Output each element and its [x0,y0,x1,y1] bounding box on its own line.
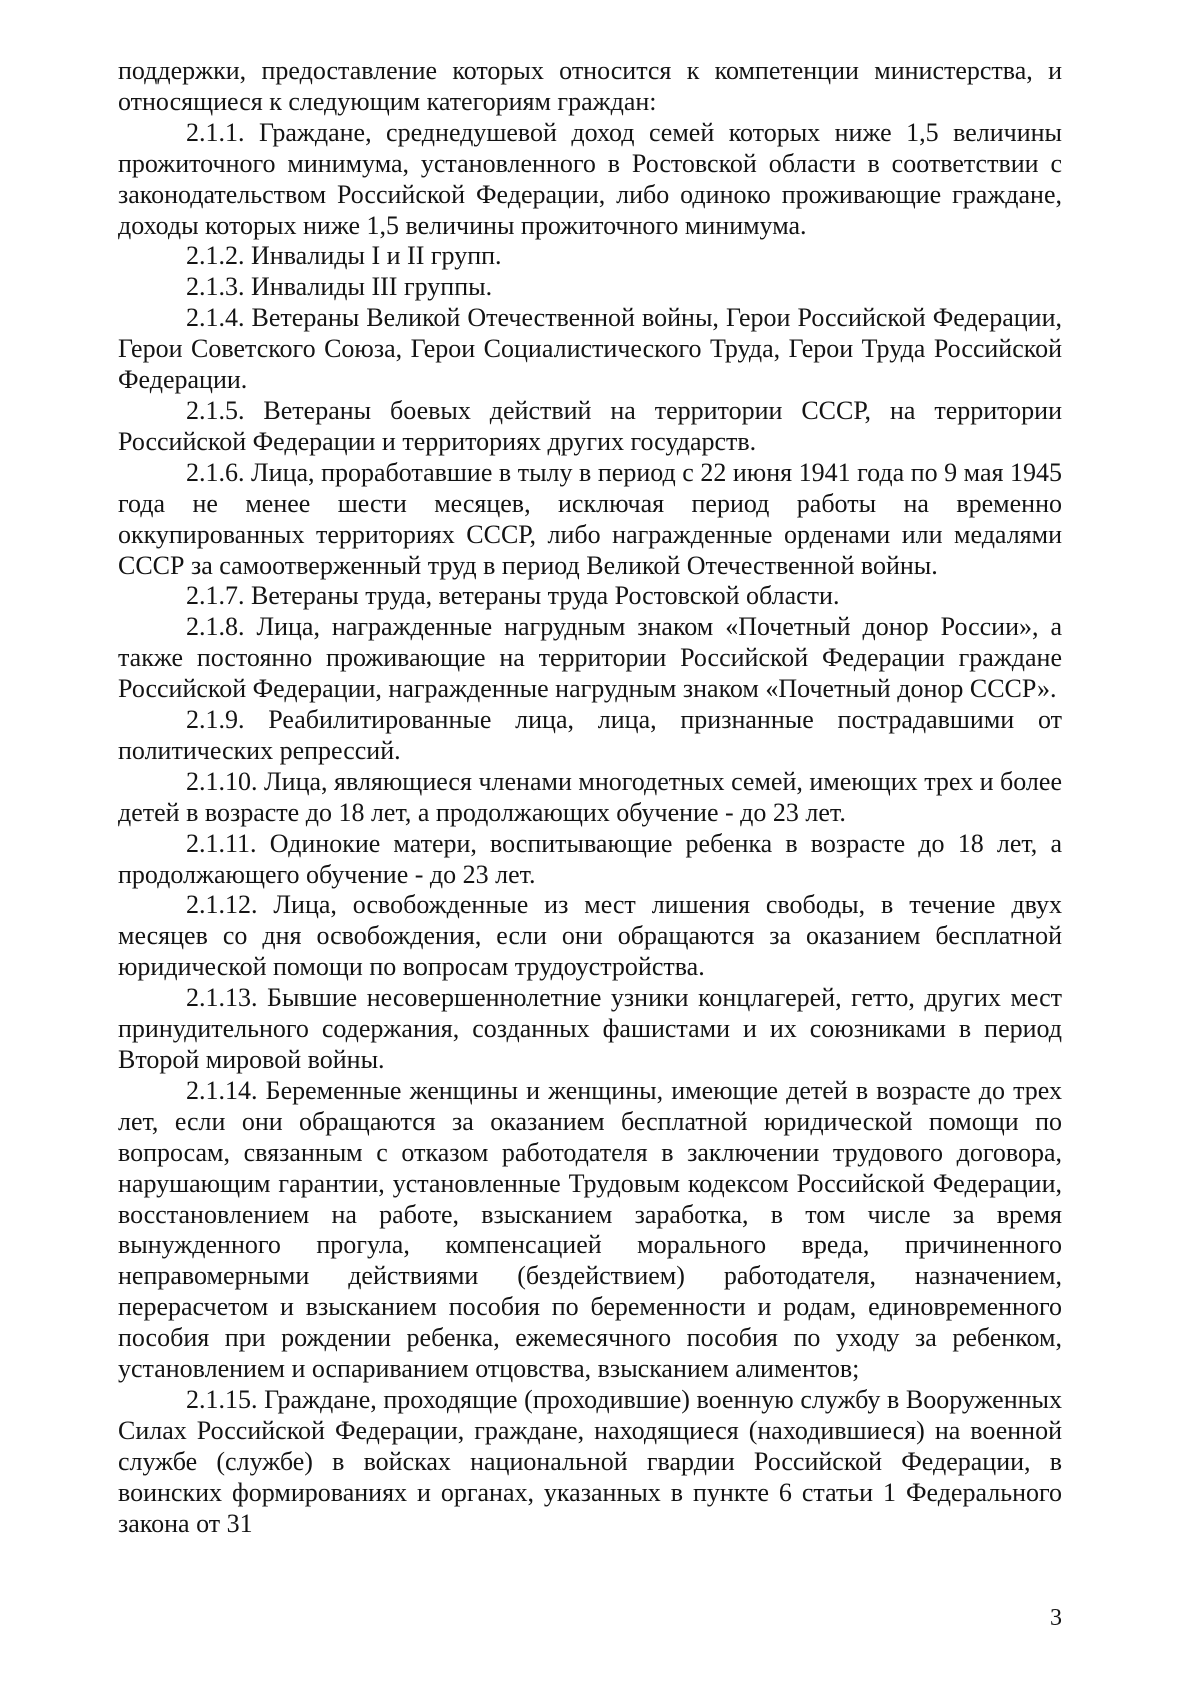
paragraph-2-1-4: 2.1.4. Ветераны Великой Отечественной войны, Герои Российской Федерации, Герои Советского Союза, Герои Социалистического Труда, Герои Труда Российской Федерации. [118,303,1062,395]
paragraph-2-1-8: 2.1.8. Лица, награжденные нагрудным знаком «Почетный донор России», а также постоянно проживающие на территории Российской Федерации граждане Российской Федерации, награжденные нагрудным знаком «Почетный донор СССР». [118,612,1062,704]
paragraph-intro: поддержки, предоставление которых относится к компетенции министерства, и относящиеся к следующим категориям граждан: [118,56,1062,116]
page-number: 3 [1050,1605,1062,1631]
paragraph-2-1-6: 2.1.6. Лица, проработавшие в тылу в период с 22 июня 1941 года по 9 мая 1945 года не менее шести месяцев, исключая период работы на временно оккупированных территориях СССР, либо награжденные орденами или медалями СССР за самоотверженный труд в период Великой Отечественной войны. [118,457,1062,580]
paragraph-2-1-2: 2.1.2. Инвалиды I и II групп. [186,241,502,271]
paragraph-2-1-1: 2.1.1. Граждане, среднедушевой доход семей которых ниже 1,5 величины прожиточного минимума, установленного в Ростовской области в соответствии с законодательством Российской Федерации, либо одиноко проживающие граждане, доходы которых ниже 1,5 величины прожиточного минимума. [118,117,1062,240]
paragraph-2-1-15: 2.1.15. Граждане, проходящие (проходившие) военную службу в Вооруженных Силах Российской Федерации, граждане, находящиеся (находившиеся) на военной службе (службе) в войсках национальной гвардии Российской Федерации, в воинских формированиях и органах, указанных в пункте 6 статьи 1 Федерального закона от 31 [118,1384,1062,1538]
paragraph-2-1-12: 2.1.12. Лица, освобожденные из мест лишения свободы, в течение двух месяцев со дня освобождения, если они обращаются за оказанием бесплатной юридической помощи по вопросам трудоустройства. [118,890,1062,982]
document-body [118,56,1062,1540]
paragraph-2-1-3: 2.1.3. Инвалиды III группы. [186,272,493,302]
paragraph-2-1-13: 2.1.13. Бывшие несовершеннолетние узники концлагерей, гетто, других мест принудительного содержания, созданных фашистами и их союзниками в период Второй мировой войны. [118,983,1062,1074]
paragraph-2-1-7: 2.1.7. Ветераны труда, ветераны труда Ростовской области. [186,581,840,611]
paragraph-2-1-14: 2.1.14. Беременные женщины и женщины, имеющие детей в возрасте до трех лет, если они обращаются за оказанием бесплатной юридической помощи по вопросам, связанным с отказом работодателя в заключении трудового договора, нарушающим гарантии, установленные Трудовым кодексом Российской Федерации, восстановлением на работе, взысканием заработка, в том числе за время вынужденного прогула, компенсацией морального вреда, причиненного неправомерными действиями (бездействием) работодателя, назначением, перерасчетом и взысканием пособия по беременности и родам, единовременного пособия при рождении ребенка, ежемесячного пособия по уходу за ребенком, установлением и оспариванием отцовства, взысканием алиментов; [118,1075,1062,1384]
paragraph-2-1-9: 2.1.9. Реабилитированные лица, лица, признанные пострадавшими от политических репрессий. [118,705,1062,765]
paragraph-2-1-5: 2.1.5. Ветераны боевых действий на территории СССР, на территории Российской Федерации и территориях других государств. [118,395,1062,456]
paragraph-2-1-11: 2.1.11. Одинокие матери, воспитывающие ребенка в возрасте до 18 лет, а продолжающего обучение - до 23 лет. [118,828,1062,889]
paragraph-2-1-10: 2.1.10. Лица, являющиеся членами многодетных семей, имеющих трех и более детей в возрасте до 18 лет, а продолжающих обучение - до 23 лет. [118,766,1062,827]
